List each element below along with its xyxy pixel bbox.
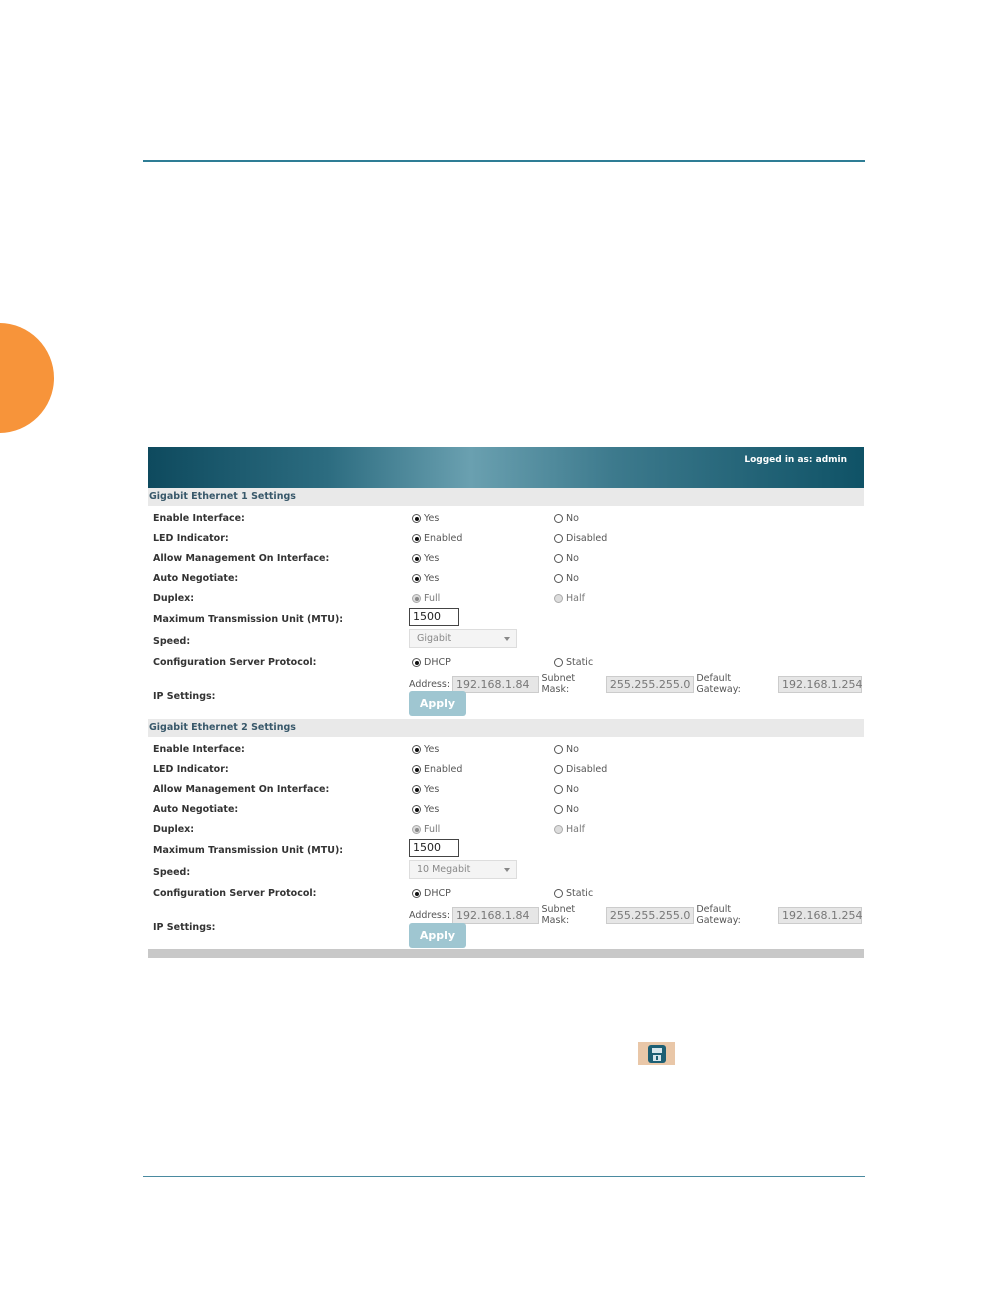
row-mtu: [148, 611, 864, 629]
autoneg-no-radio[interactable]: [554, 804, 579, 815]
option-label: Yes: [424, 804, 440, 815]
radio-icon: [554, 805, 563, 814]
radio-icon: [554, 594, 563, 603]
option-label: No: [566, 744, 579, 755]
address-label: Address:: [409, 678, 451, 690]
header-banner: [148, 447, 864, 488]
option-label: Disabled: [566, 764, 608, 775]
row-led-indicator: [148, 761, 864, 779]
row-duplex: [148, 821, 864, 839]
row-duplex: [148, 590, 864, 608]
radio-icon: [554, 889, 563, 898]
row-led-indicator: [148, 530, 864, 548]
row-label: Speed:: [153, 636, 191, 647]
row-label: Maximum Transmission Unit (MTU):: [153, 845, 344, 856]
row-label: Allow Management On Interface:: [153, 784, 330, 795]
gateway-input[interactable]: 192.168.1.254: [778, 676, 862, 693]
apply-button-ge2[interactable]: Apply: [409, 923, 466, 948]
mask-label: Subnet Mask:: [541, 904, 576, 926]
row-label: LED Indicator:: [153, 764, 229, 775]
radio-icon: [554, 574, 563, 583]
mtu-input[interactable]: 1500: [409, 839, 459, 857]
mgmt-yes-radio[interactable]: [412, 784, 439, 795]
row-config-protocol: [148, 885, 864, 903]
mgmt-no-radio[interactable]: [554, 784, 579, 795]
option-label: Full: [424, 593, 441, 604]
radio-icon: [554, 745, 563, 754]
row-mtu: [148, 842, 864, 860]
row-config-protocol: [148, 654, 864, 672]
autoneg-no-radio[interactable]: [554, 573, 579, 584]
option-label: No: [566, 573, 579, 584]
row-enable-interface: [148, 741, 864, 759]
radio-icon: [554, 534, 563, 543]
led-disabled-radio[interactable]: [554, 764, 607, 775]
row-label: Duplex:: [153, 824, 195, 835]
option-label: Enabled: [424, 533, 463, 544]
protocol-dhcp-radio[interactable]: [412, 657, 451, 668]
option-label: Static: [566, 888, 594, 899]
option-label: Disabled: [566, 533, 608, 544]
radio-icon: [554, 554, 563, 563]
speed-select[interactable]: [409, 629, 517, 648]
option-label: No: [566, 553, 579, 564]
duplex-full-radio[interactable]: [412, 824, 440, 835]
enable-yes-radio[interactable]: [412, 513, 439, 524]
row-label: Configuration Server Protocol:: [153, 657, 317, 668]
radio-icon: [412, 658, 421, 667]
option-label: No: [566, 804, 579, 815]
led-enabled-radio[interactable]: [412, 764, 462, 775]
led-disabled-radio[interactable]: [554, 533, 607, 544]
address-input[interactable]: 192.168.1.84: [452, 676, 539, 693]
row-auto-negotiate: [148, 801, 864, 819]
option-label: Static: [566, 657, 594, 668]
radio-icon: [412, 574, 421, 583]
chapter-tab: [0, 323, 54, 433]
protocol-static-radio[interactable]: [554, 657, 593, 668]
row-auto-negotiate: [148, 570, 864, 588]
radio-icon: [412, 534, 421, 543]
row-speed: [148, 633, 864, 651]
gateway-label: Default Gateway:: [696, 673, 741, 695]
gateway-label: Default Gateway:: [696, 904, 741, 926]
autoneg-yes-radio[interactable]: [412, 804, 439, 815]
option-label: No: [566, 513, 579, 524]
protocol-static-radio[interactable]: [554, 888, 593, 899]
row-label: Enable Interface:: [153, 744, 245, 755]
chevron-down-icon: [504, 637, 510, 641]
option-label: Enabled: [424, 764, 463, 775]
chevron-down-icon: [504, 868, 510, 872]
option-label: DHCP: [424, 657, 451, 668]
option-label: Yes: [424, 553, 440, 564]
address-input[interactable]: 192.168.1.84: [452, 907, 539, 924]
radio-icon: [412, 889, 421, 898]
top-rule: [143, 160, 865, 162]
row-label: Auto Negotiate:: [153, 573, 239, 584]
option-label: No: [566, 784, 579, 795]
radio-icon: [412, 514, 421, 523]
radio-icon: [412, 765, 421, 774]
panel-footer-bar: [148, 949, 864, 958]
row-label: Speed:: [153, 867, 191, 878]
apply-button-ge1[interactable]: Apply: [409, 691, 466, 716]
option-label: Full: [424, 824, 441, 835]
subnet-mask-input[interactable]: 255.255.255.0: [606, 907, 694, 924]
radio-icon: [412, 594, 421, 603]
option-label: Yes: [424, 513, 440, 524]
radio-icon: [412, 554, 421, 563]
option-label: Half: [566, 824, 585, 835]
row-allow-management: [148, 550, 864, 568]
row-label: IP Settings:: [153, 922, 216, 933]
row-ip-settings: [148, 919, 864, 937]
row-allow-management: [148, 781, 864, 799]
row-label: LED Indicator:: [153, 533, 229, 544]
option-label: Yes: [424, 784, 440, 795]
mgmt-yes-radio[interactable]: [412, 553, 439, 564]
section-header-ge2: Gigabit Ethernet 2 Settings: [148, 719, 864, 737]
subnet-mask-input[interactable]: 255.255.255.0: [606, 676, 694, 693]
enable-yes-radio[interactable]: [412, 744, 439, 755]
enable-no-radio[interactable]: [554, 513, 579, 524]
row-label: Allow Management On Interface:: [153, 553, 330, 564]
led-enabled-radio[interactable]: [412, 533, 462, 544]
select-value: Gigabit: [417, 633, 452, 644]
radio-icon: [412, 785, 421, 794]
gateway-input[interactable]: 192.168.1.254: [778, 907, 862, 924]
autoneg-yes-radio[interactable]: [412, 573, 439, 584]
enable-no-radio[interactable]: [554, 744, 579, 755]
radio-icon: [554, 765, 563, 774]
select-value: 10 Megabit: [417, 864, 471, 875]
row-ip-settings: [148, 688, 864, 706]
radio-icon: [412, 745, 421, 754]
radio-icon: [412, 825, 421, 834]
duplex-full-radio[interactable]: [412, 593, 440, 604]
option-label: Yes: [424, 744, 440, 755]
address-label: Address:: [409, 909, 451, 921]
section-header-ge1: Gigabit Ethernet 1 Settings: [148, 488, 864, 506]
save-icon: [638, 1042, 675, 1065]
row-label: IP Settings:: [153, 691, 216, 702]
settings-panel: [148, 447, 864, 959]
row-label: Enable Interface:: [153, 513, 245, 524]
radio-icon: [554, 825, 563, 834]
row-label: Auto Negotiate:: [153, 804, 239, 815]
protocol-dhcp-radio[interactable]: [412, 888, 451, 899]
option-label: Half: [566, 593, 585, 604]
mgmt-no-radio[interactable]: [554, 553, 579, 564]
option-label: Yes: [424, 573, 440, 584]
radio-icon: [554, 785, 563, 794]
option-label: DHCP: [424, 888, 451, 899]
row-enable-interface: [148, 510, 864, 528]
duplex-half-radio[interactable]: [554, 824, 585, 835]
radio-icon: [554, 514, 563, 523]
mtu-input[interactable]: 1500: [409, 608, 459, 626]
row-label: Configuration Server Protocol:: [153, 888, 317, 899]
bottom-rule: [143, 1176, 865, 1177]
row-label: Duplex:: [153, 593, 195, 604]
mask-label: Subnet Mask:: [541, 673, 576, 695]
row-label: Maximum Transmission Unit (MTU):: [153, 614, 344, 625]
logged-in-text: Logged in as: admin: [744, 455, 847, 465]
row-speed: [148, 864, 864, 882]
radio-icon: [554, 658, 563, 667]
speed-select[interactable]: [409, 860, 517, 879]
duplex-half-radio[interactable]: [554, 593, 585, 604]
radio-icon: [412, 805, 421, 814]
